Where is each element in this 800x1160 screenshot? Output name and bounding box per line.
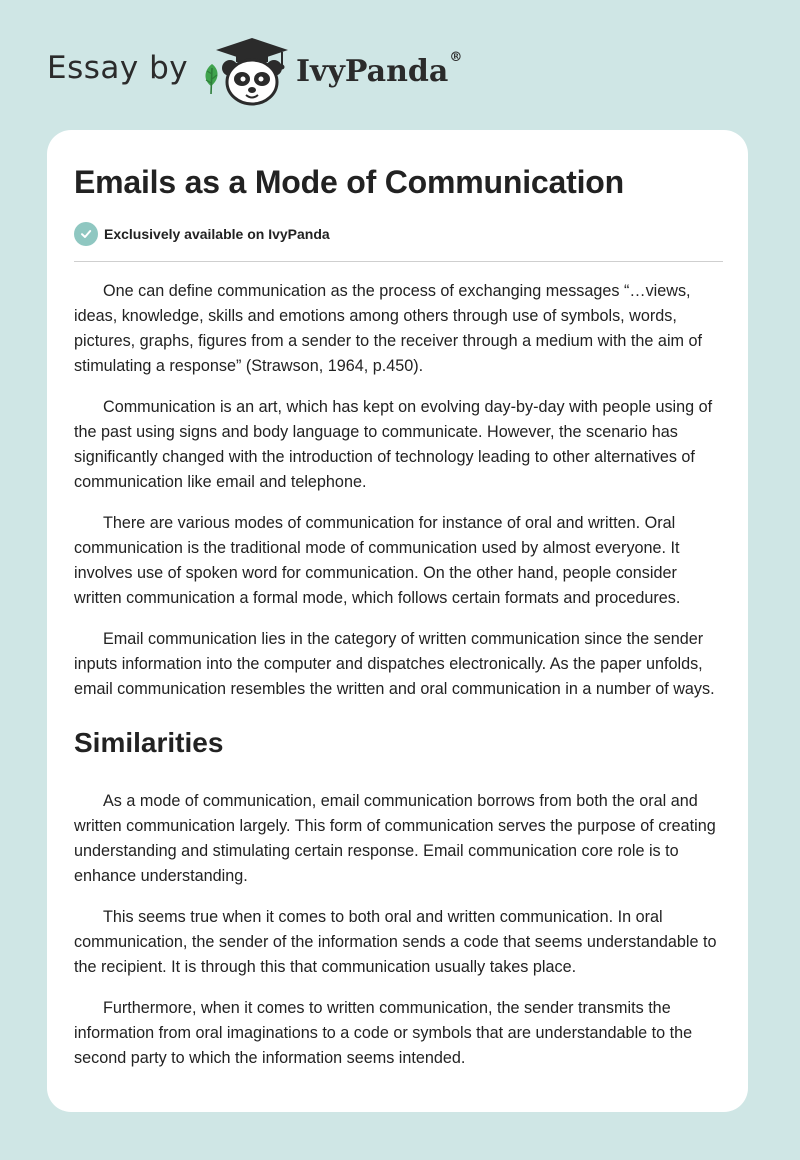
paragraph: Email communication lies in the category of written communication since the sender inputs information into the computer and dispatches electronically. As the paper unfolds, email communication resembles the written and oral communication in a number of ways. [74, 630, 715, 698]
section-heading: Similarities [74, 727, 224, 758]
exclusive-badge-label: Exclusively available on IvyPanda [104, 226, 330, 242]
brand-name: IvyPanda [296, 54, 449, 89]
paragraph: Furthermore, when it comes to written communication, the sender transmits the information from oral imaginations to a code or symbols that are understandable to the second party to which the information seems intended. [74, 999, 693, 1067]
article-card [47, 130, 748, 1112]
divider [74, 261, 723, 262]
paragraph: There are various modes of communication for instance of oral and written. Oral communication is the traditional mode of communication used by almost everyone. It involves use of spoken word for communication. On the other hand, people consider written communication a formal mode, which follows certain formats and procedures. [74, 514, 681, 607]
paragraph: This seems true when it comes to both oral and written communication. In oral communication, the sender of the information sends a code that seems understandable to the recipient. It is through this that communication usually takes place. [74, 908, 717, 976]
paragraph: Communication is an art, which has kept on evolving day-by-day with people using of the past using signs and body language to communicate. However, the scenario has significantly changed with the introduction of technology leading to other alternatives of communication like email and telephone. [74, 398, 713, 491]
check-circle-icon [74, 222, 98, 246]
site-header [0, 0, 800, 130]
panda-graduation-cap-icon [212, 36, 292, 108]
registered-mark: ® [449, 50, 463, 65]
article-body [74, 279, 724, 1087]
brand-logo-text[interactable] [296, 50, 463, 89]
essay-by-label: Essay by [47, 50, 189, 86]
exclusive-badge [74, 222, 330, 246]
paragraph: One can define communication as the process of exchanging messages “…views, ideas, knowledge, skills and emotions among others through use of symbols, words, pictures, graphs, figures from a sender to the receiver through a medium with the aim of stimulating a response” (Strawson, 1964, p.450). [74, 282, 703, 375]
article-title: Emails as a Mode of Communication [74, 164, 624, 200]
paragraph: As a mode of communication, email communication borrows from both the oral and written communication largely. This form of communication serves the purpose of creating understanding and stimulating certain response. Email communication core role is to enhance understanding. [74, 792, 716, 885]
